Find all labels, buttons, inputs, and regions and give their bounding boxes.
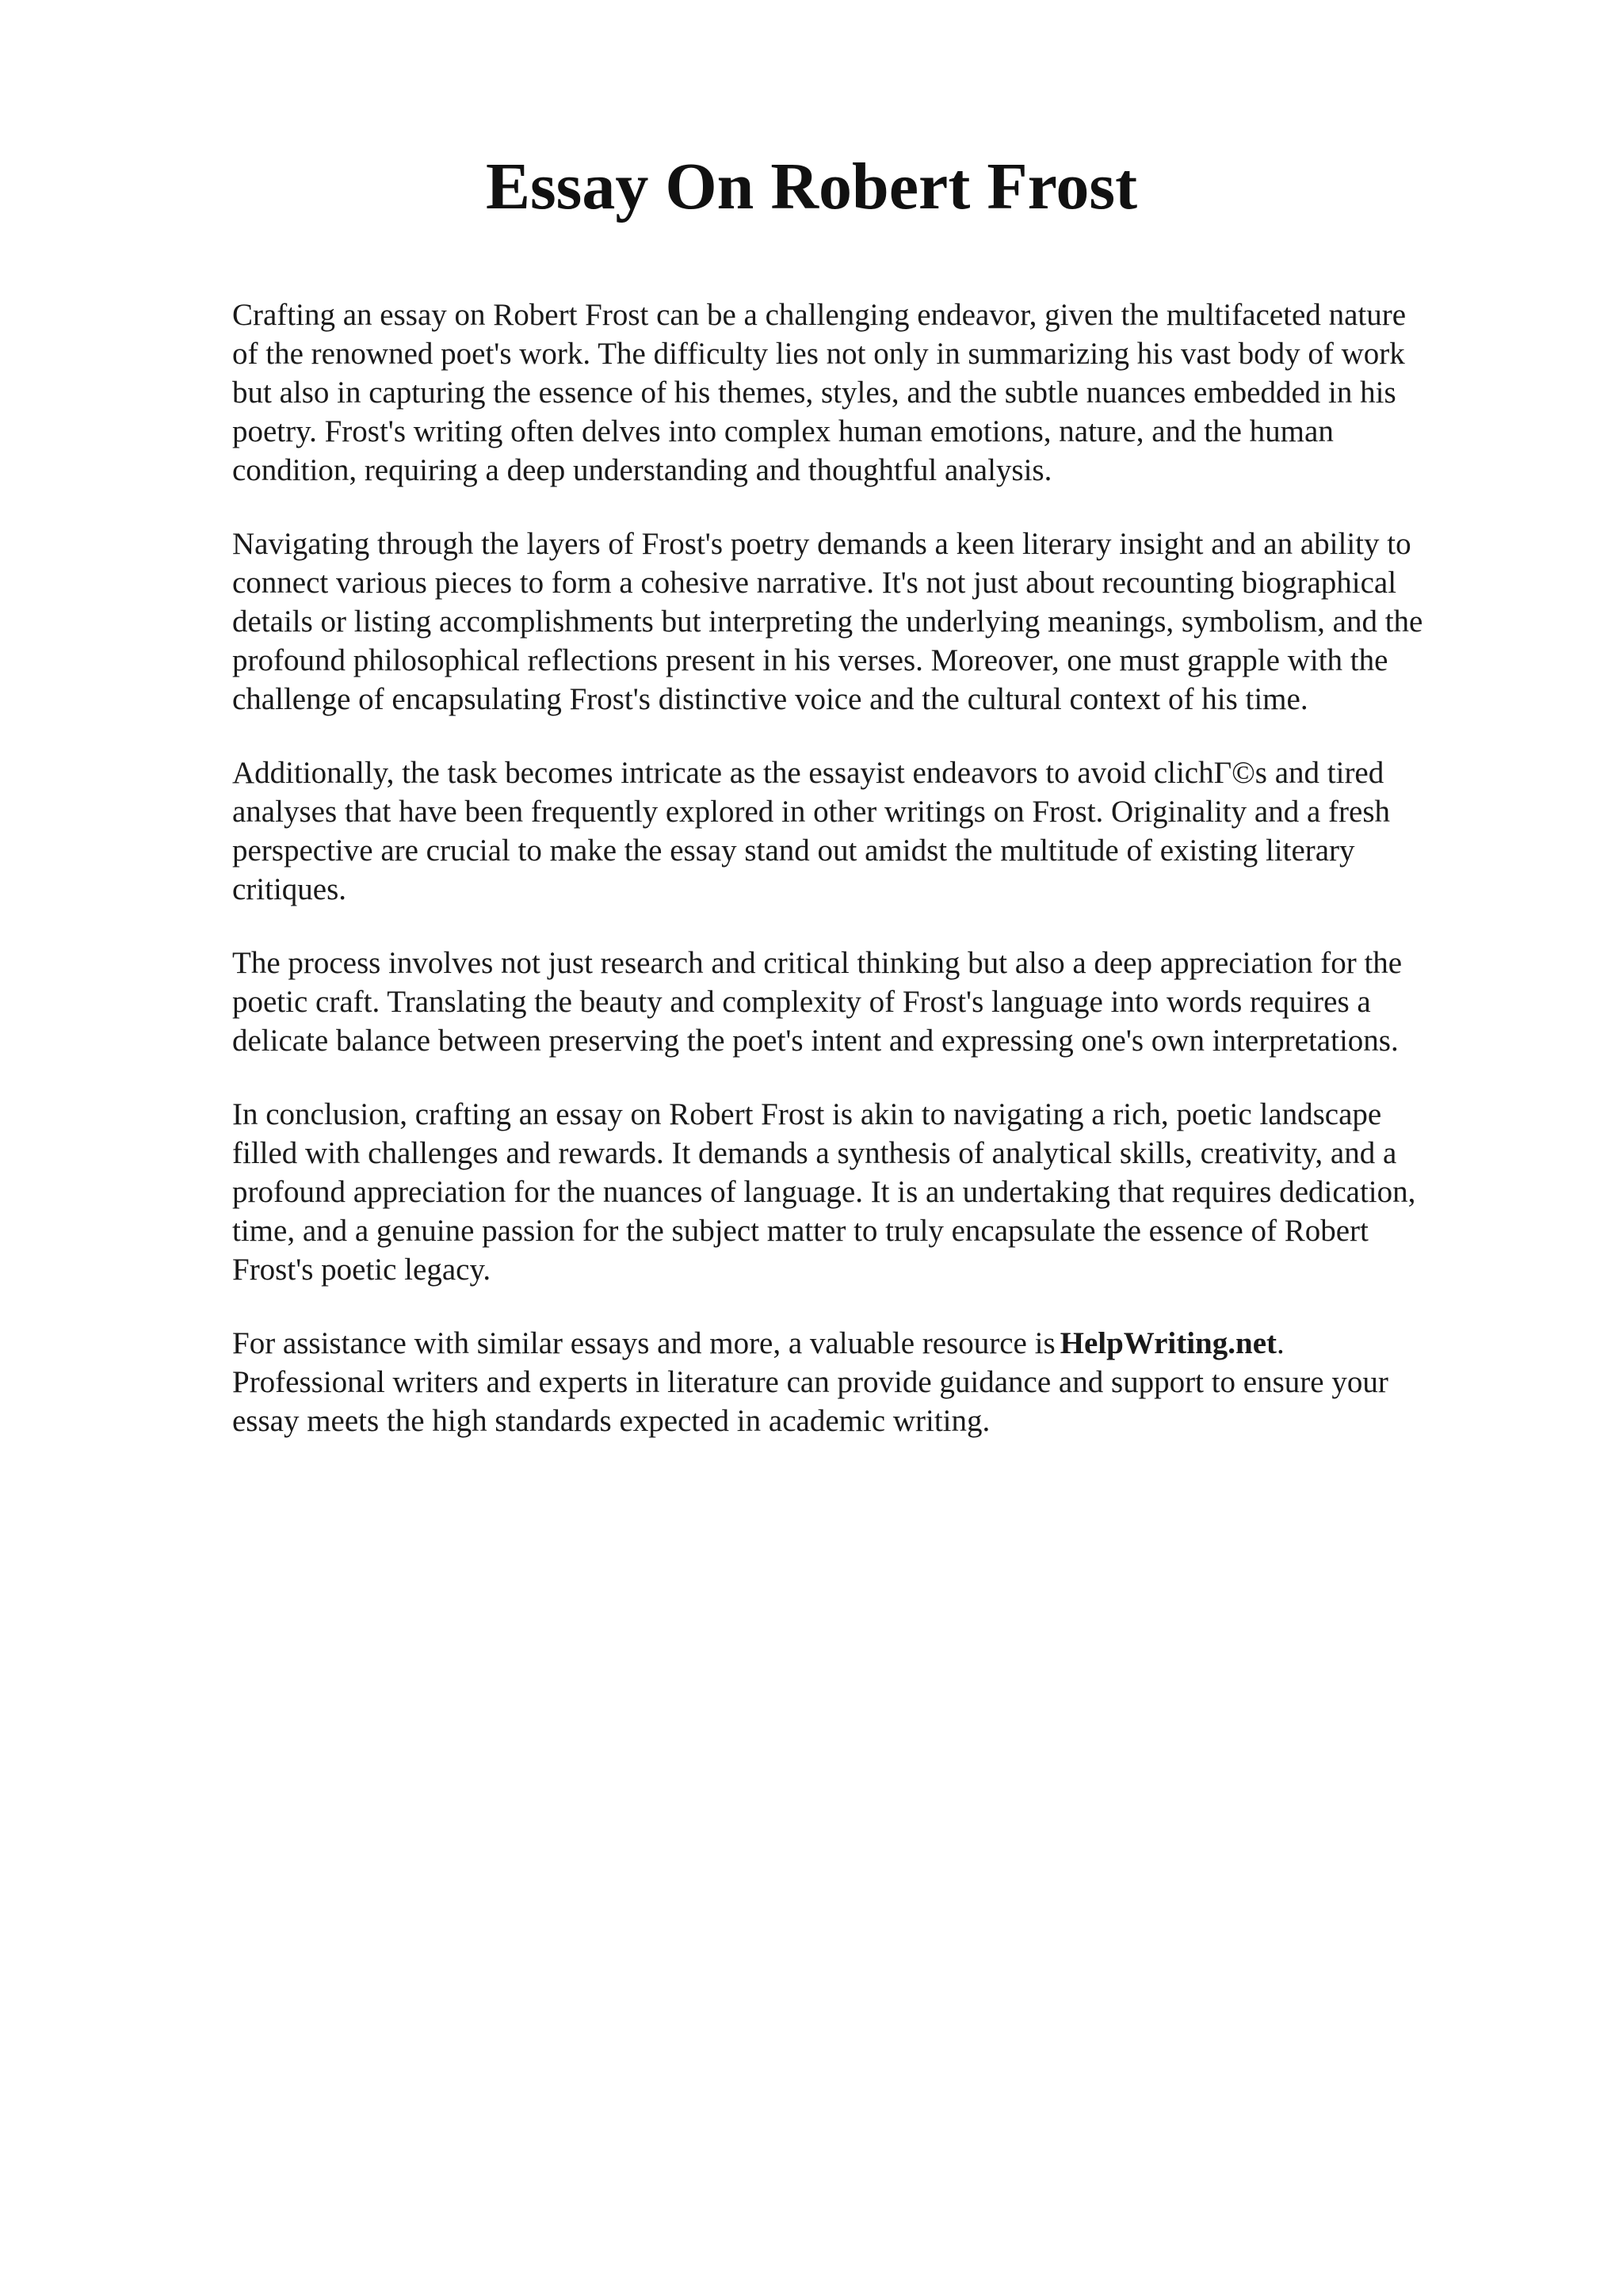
paragraph-4 xyxy=(232,944,1516,1060)
paragraph-line: The process involves not just research and critical thinking but also a deep appreciation for the xyxy=(232,946,1403,980)
paragraph-line: connect various pieces to form a cohesive narrative. It's not just about recounting biographical xyxy=(232,566,1397,600)
paragraph-line: Crafting an essay on Robert Frost can be a challenging endeavor, given the multifaceted nature xyxy=(232,298,1407,332)
paragraph-line: of the renowned poet's work. The difficulty lies not only in summarizing his vast body of work xyxy=(232,337,1405,371)
paragraph-line: filled with challenges and rewards. It demands a synthesis of analytical skills, creativity, and a xyxy=(232,1136,1397,1170)
paragraph-line: poetic craft. Translating the beauty and complexity of Frost's language into words requires a xyxy=(232,985,1371,1019)
closing-first-line xyxy=(232,1324,1516,1363)
paragraph-line: profound philosophical reflections present in his verses. Moreover, one must grapple with the xyxy=(232,643,1388,677)
paragraph-line: Frost's poetic legacy. xyxy=(232,1253,491,1287)
paragraph-2 xyxy=(232,524,1516,719)
paragraph-line: Professional writers and experts in literature can provide guidance and support to ensure your xyxy=(232,1365,1388,1399)
paragraph-line: details or listing accomplishments but interpreting the underlying meanings, symbolism, and the xyxy=(232,605,1423,639)
paragraph-line: condition, requiring a deep understanding and thoughtful analysis. xyxy=(232,453,1052,487)
paragraph-line: critiques. xyxy=(232,872,347,906)
document-body xyxy=(232,296,1516,1475)
paragraph-3 xyxy=(232,753,1516,909)
paragraph-5 xyxy=(232,1095,1516,1289)
paragraph-line: but also in capturing the essence of his themes, styles, and the subtle nuances embedded in his xyxy=(232,376,1396,410)
helpwriting-link[interactable]: HelpWriting.net xyxy=(1060,1326,1277,1360)
paragraph-line: delicate balance between preserving the poet's intent and expressing one's own interpretations. xyxy=(232,1024,1399,1058)
document-title: Essay On Robert Frost xyxy=(485,150,1138,223)
paragraph-line: In conclusion, crafting an essay on Robert Frost is akin to navigating a rich, poetic landscape xyxy=(232,1097,1382,1131)
paragraph-line: challenge of encapsulating Frost's distinctive voice and the cultural context of his time. xyxy=(232,682,1308,716)
closing-paragraph xyxy=(232,1324,1516,1440)
paragraph-line: time, and a genuine passion for the subject matter to truly encapsulate the essence of Robert xyxy=(232,1214,1369,1248)
paragraph-line: poetry. Frost's writing often delves into complex human emotions, nature, and the human xyxy=(232,414,1334,448)
paragraph-line: Additionally, the task becomes intricate as the essayist endeavors to avoid clichГ©s and tired xyxy=(232,756,1384,790)
closing-period: . xyxy=(1277,1326,1285,1360)
paragraph-line: Navigating through the layers of Frost's poetry demands a keen literary insight and an ability to xyxy=(232,527,1411,561)
paragraph-line: profound appreciation for the nuances of language. It is an undertaking that requires dedication, xyxy=(232,1175,1416,1209)
paragraph-line: analyses that have been frequently explored in other writings on Frost. Originality and a fresh xyxy=(232,795,1391,829)
paragraph-line: perspective are crucial to make the essay stand out amidst the multitude of existing literary xyxy=(232,833,1355,868)
paragraph-line: essay meets the high standards expected in academic writing. xyxy=(232,1404,991,1438)
paragraph-1 xyxy=(232,296,1516,490)
closing-lead-text: For assistance with similar essays and more, a valuable resource is xyxy=(232,1326,1056,1360)
